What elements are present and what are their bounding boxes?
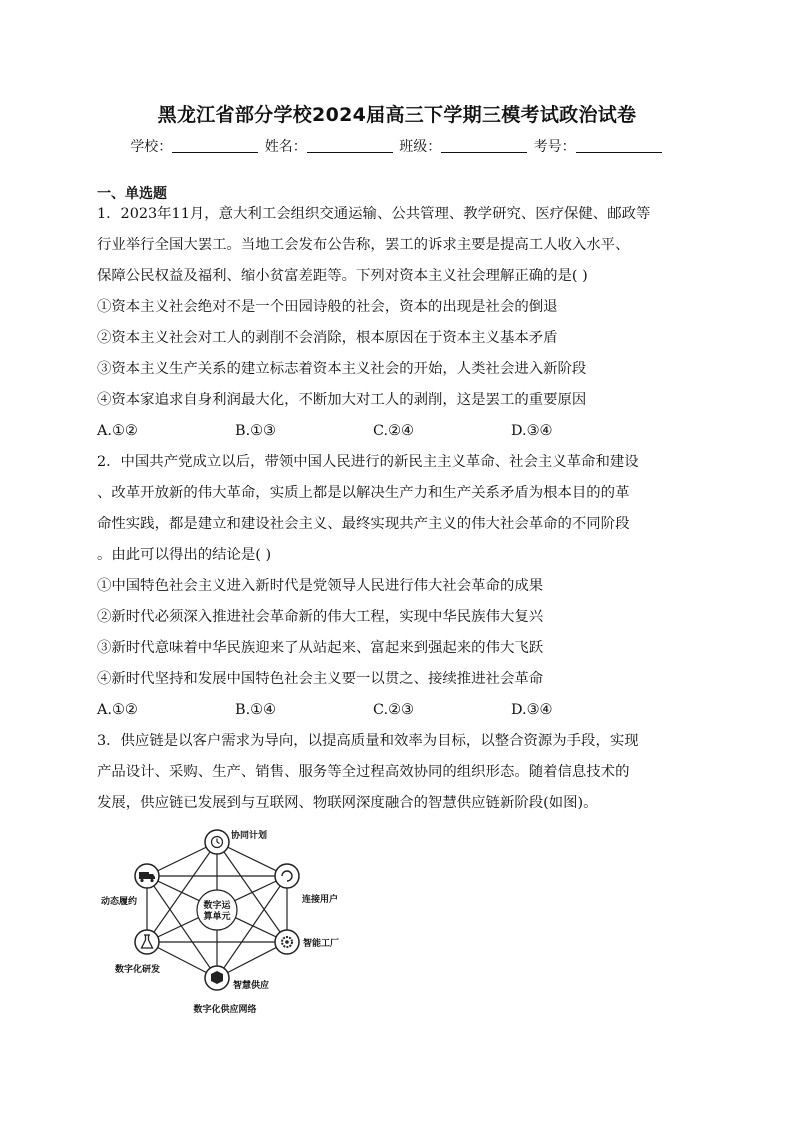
node-label: 动态履约 — [101, 897, 138, 907]
q2-statement: ①中国特色社会主义进入新时代是党领导人民进行伟大社会革命的成果 — [97, 578, 544, 594]
number-label: 考号： — [533, 139, 576, 155]
q2-stem-line: 。由此可以得出的结论是( ) — [97, 547, 272, 563]
q1-option-b[interactable]: B.①③ — [235, 423, 276, 439]
q1-stem-line: 保障公民权益及福利、缩小贫富差距等。下列对资本主义社会理解正确的是( ) — [97, 268, 588, 284]
q3-stem-line: 产品设计、采购、生产、销售、服务等全过程高效协同的组织形态。随着信息技术的 — [97, 764, 630, 780]
q2-option-b[interactable]: B.①④ — [235, 702, 276, 718]
q2-option-a[interactable]: A.①② — [97, 702, 138, 718]
name-label: 姓名： — [264, 139, 307, 155]
q3-stem-line: 3．供应链是以客户需求为导向，以提高质量和效率为目标，以整合资源为手段，实现 — [97, 733, 639, 749]
node-label: 智能工厂 — [303, 939, 340, 949]
q2-option-d[interactable]: D.③④ — [511, 702, 553, 718]
q1-statement: ③资本主义生产关系的建立标志着资本主义社会的开始，人类社会进入新阶段 — [97, 361, 587, 377]
supply-network-diagram — [97, 822, 353, 1022]
q1-statement: ④资本家追求自身利润最大化，不断加大对工人的剥削，这是罢工的重要原因 — [97, 392, 587, 408]
q3-stem-line: 发展，供应链已发展到与互联网、物联网深度融合的智慧供应链新阶段(如图)。 — [97, 795, 598, 811]
q1-option-a[interactable]: A.①② — [97, 423, 138, 439]
q2-option-c[interactable]: C.②③ — [373, 702, 414, 718]
node-label: 连接用户 — [302, 895, 339, 905]
q1-option-d[interactable]: D.③④ — [511, 423, 553, 439]
q1-stem-line: 行业举行全国大罢工。当地工会发布公告称，罢工的诉求主要是提高工人收入水平、 — [97, 237, 630, 253]
node-label: 协同计划 — [231, 831, 268, 841]
school-blank[interactable] — [172, 138, 258, 153]
node-label: 智慧供应 — [233, 981, 270, 991]
school-label: 学校： — [130, 139, 173, 155]
center-label-line1: 数字运 — [203, 901, 231, 911]
q1-option-c[interactable]: C.②④ — [373, 423, 414, 439]
q2-statement: ②新时代必须深入推进社会革命新的伟大工程，实现中华民族伟大复兴 — [97, 609, 544, 625]
truck-icon — [139, 872, 149, 879]
q2-stem-line: 2．中国共产党成立以后，带领中国人民进行的新民主主义革命、社会主义革命和建设 — [97, 454, 639, 470]
exam-title: 黑龙江省部分学校2024届高三下学期三模考试政治试卷 — [157, 104, 637, 126]
section-heading: 一、单选题 — [97, 186, 167, 202]
center-label-line2: 算单元 — [203, 912, 231, 922]
number-blank[interactable] — [576, 138, 662, 153]
class-label: 班级： — [399, 139, 442, 155]
figure-caption: 数字化供应网络 — [193, 1005, 257, 1015]
q2-stem-line: 命性实践，都是建立和建设社会主义、最终实现共产主义的伟大社会革命的不同阶段 — [97, 516, 630, 532]
q1-statement: ②资本主义社会对工人的剥削不会消除，根本原因在于资本主义基本矛盾 — [97, 330, 558, 346]
q1-statement: ①资本主义社会绝对不是一个田园诗般的社会，资本的出现是社会的倒退 — [97, 299, 558, 315]
node-label: 数字化研发 — [115, 965, 161, 975]
q2-statement: ③新时代意味着中华民族迎来了从站起来、富起来到强起来的伟大飞跃 — [97, 640, 544, 656]
q2-stem-line: 、改革开放新的伟大革命，实质上都是以解决生产力和生产关系矛盾为根本目的的革 — [97, 485, 630, 501]
q2-statement: ④新时代坚持和发展中国特色社会主义要一以贯之、接续推进社会革命 — [97, 671, 544, 687]
student-info-line — [0, 136, 794, 156]
name-blank[interactable] — [307, 138, 393, 153]
class-blank[interactable] — [441, 138, 527, 153]
q1-stem-line: 1．2023年11月，意大利工会组织交通运输、公共管理、教学研究、医疗保健、邮政等 — [97, 206, 651, 222]
